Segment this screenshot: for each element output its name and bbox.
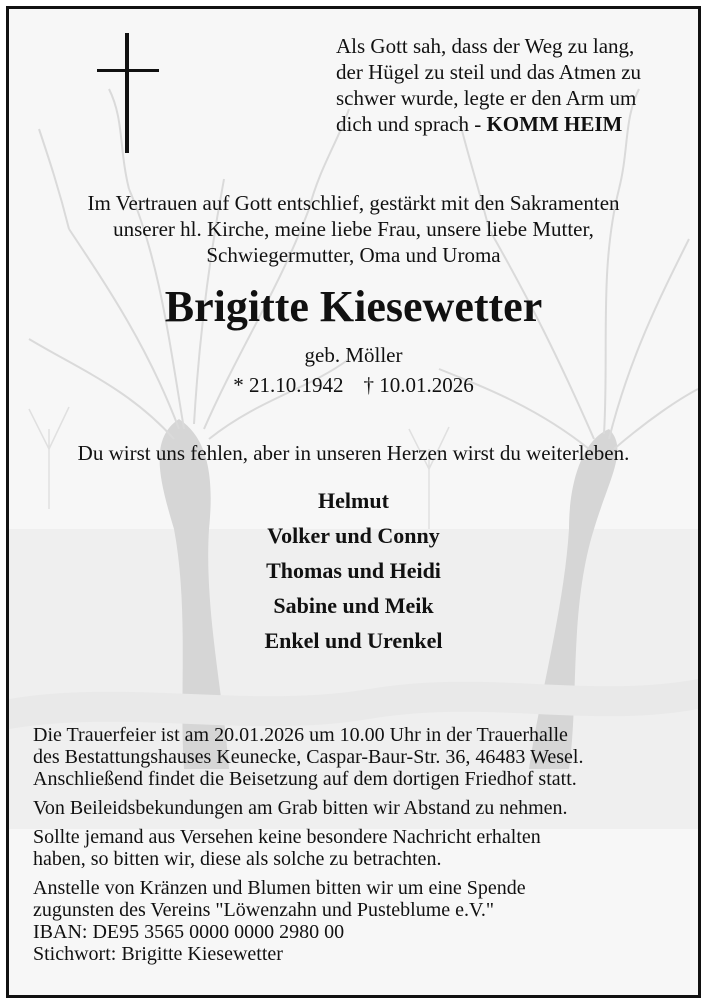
intro-text (9, 190, 698, 268)
info-line: Die Trauerfeier ist am 20.01.2026 um 10.00 Uhr in der Trauerhalle (33, 724, 568, 746)
intro-line: unserer hl. Kirche, meine liebe Frau, unsere liebe Mutter, (113, 217, 594, 241)
birth-date: * 21.10.1942 (233, 373, 344, 397)
info-line: haben, so bitten wir, diese als solche zu betrachten. (33, 848, 442, 870)
mourner-entry: Volker und Conny (267, 523, 440, 548)
mourners-list (9, 483, 698, 658)
poem-line: Als Gott sah, dass der Weg zu lang, (336, 34, 635, 58)
poem (336, 33, 686, 137)
death-date: † 10.01.2026 (363, 373, 474, 397)
funeral-information (33, 717, 683, 972)
mourner-entry: Thomas und Heidi (266, 558, 441, 583)
info-line: Anschließend findet die Beisetzung auf dem dortigen Friedhof statt. (33, 768, 577, 790)
iban-line: IBAN: DE95 3565 0000 0000 2980 00 (33, 921, 345, 943)
poem-emphasis: KOMM HEIM (486, 112, 623, 136)
intro-line: Schwiegermutter, Oma und Uroma (206, 243, 501, 267)
mourner-entry: Sabine und Meik (273, 593, 434, 618)
mourner-entry: Helmut (318, 488, 389, 513)
poem-line-prefix: dich und sprach - (336, 112, 487, 136)
poem-line: schwer wurde, legte er den Arm um (336, 86, 637, 110)
poem-line (336, 111, 686, 137)
deceased-name: Brigitte Kiesewetter (164, 282, 543, 331)
poem-line: der Hügel zu steil und das Atmen zu (336, 60, 642, 84)
life-dates (9, 372, 698, 398)
mourner-entry: Enkel und Urenkel (264, 628, 443, 653)
obituary-notice (6, 6, 701, 998)
info-line: Sollte jemand aus Versehen keine besondere Nachricht erhalten (33, 826, 541, 848)
keyword-line: Stichwort: Brigitte Kiesewetter (33, 943, 283, 965)
info-line: Von Beileidsbekundungen am Grab bitten wir Abstand zu nehmen. (33, 797, 568, 819)
maiden-name: geb. Möller (304, 343, 403, 367)
farewell-line: Du wirst uns fehlen, aber in unseren Herzen wirst du weiterleben. (77, 441, 630, 465)
info-line: zugunsten des Vereins "Löwenzahn und Pusteblume e.V." (33, 899, 495, 921)
cross-icon (97, 33, 159, 153)
intro-line: Im Vertrauen auf Gott entschlief, gestärkt mit den Sakramenten (87, 191, 620, 215)
info-line: des Bestattungshauses Keunecke, Caspar-Baur-Str. 36, 46483 Wesel. (33, 746, 584, 768)
info-line: Anstelle von Kränzen und Blumen bitten wir um eine Spende (33, 877, 526, 899)
